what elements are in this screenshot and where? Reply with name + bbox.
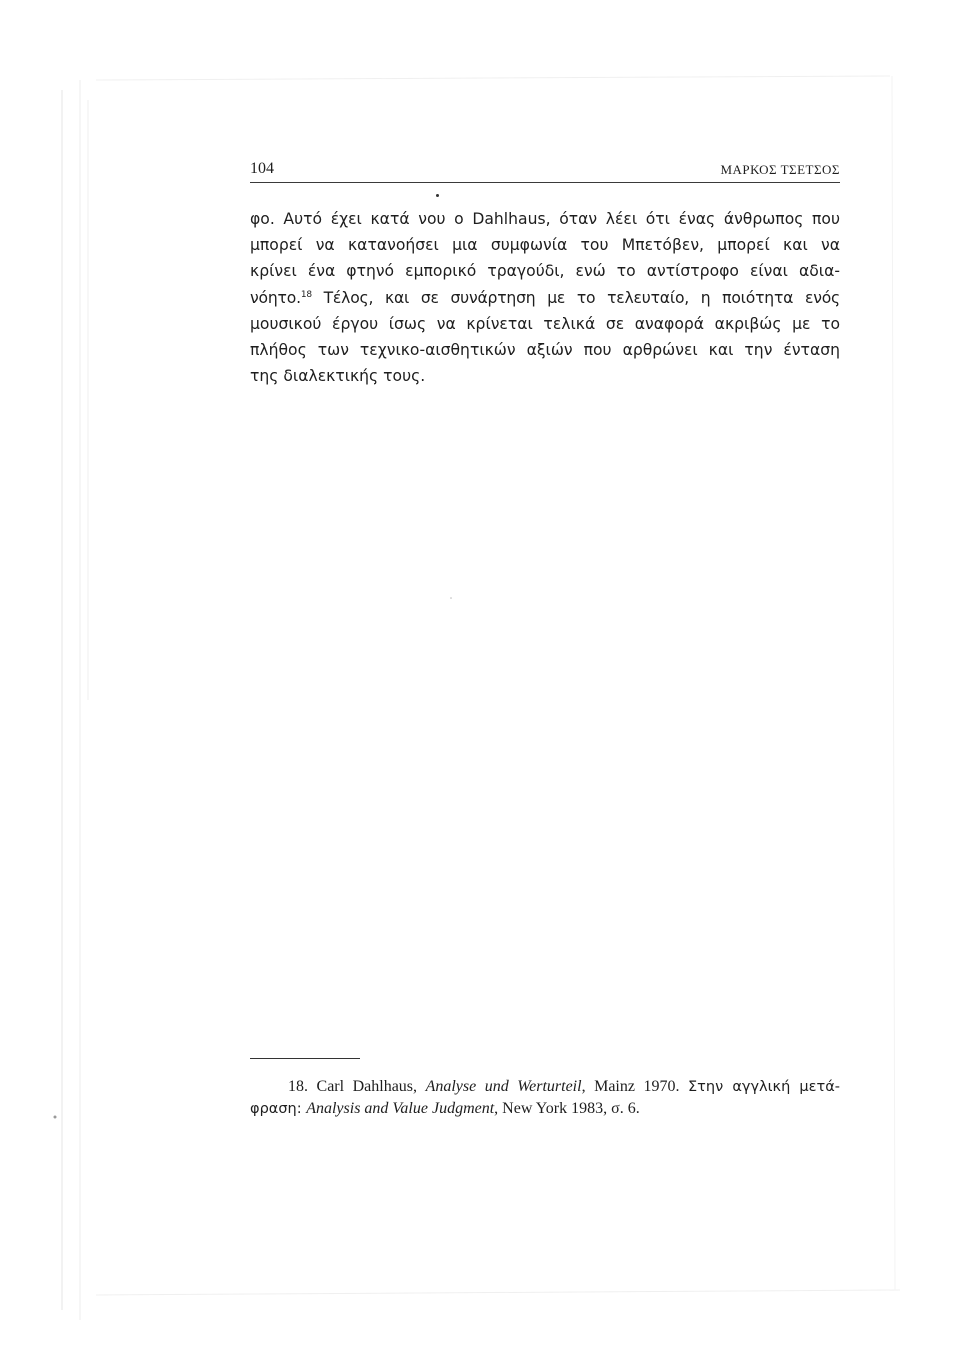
footnote-place-year: , Mainz 1970. (581, 1078, 689, 1095)
body-text-fragment: νόητο. (250, 288, 301, 307)
footnote-number: 18. (288, 1078, 308, 1095)
body-line: μουσικού έργου ίσως να κρίνεται τελικά σε αναφορά ακριβώς με το (250, 314, 840, 333)
footnote-title-english: Analysis and Value Judgment (306, 1100, 495, 1117)
body-line: της διαλεκτικής τους. (250, 367, 426, 386)
footnote-author: Carl Dahlhaus, (308, 1078, 426, 1095)
page-number: 104 (250, 160, 274, 177)
stray-mark (436, 194, 439, 197)
footnote-line (250, 1098, 840, 1120)
footnote (250, 1076, 840, 1120)
body-line: μπορεί να κατανοήσει μια συμφωνία του Μπετόβεν, μπορεί και να (250, 236, 840, 255)
body-line: πλήθος των τεχνικο-αισθητικών αξιών που αρθρώνει και την ένταση (250, 341, 840, 360)
footnote-reference: 18 (300, 289, 312, 300)
footnote-separator (250, 1058, 360, 1059)
footnote-title-original: Analyse und Werturteil (425, 1078, 582, 1095)
footnote-english-pub: , New York 1983, σ. 6. (494, 1100, 640, 1117)
body-text-fragment: Τέλος, και σε συνάρτηση με το τελευταίο, η ποιότητα ενός (311, 288, 840, 307)
body-line: κρίνει ένα φτηνό εμπορικό τραγούδι, ενώ το αντίστροφο είναι αδια- (250, 262, 840, 281)
footnote-line (250, 1076, 840, 1098)
body-paragraph (250, 206, 840, 389)
page-header (250, 160, 840, 183)
footnote-translation-note-cont: φραση: (250, 1101, 307, 1117)
body-line (250, 285, 840, 311)
body-line: φο. Αυτό έχει κατά νου ο Dahlhaus, όταν λέει ότι ένας άνθρωπος που (250, 210, 840, 228)
footnote-translation-note: Στην αγγλική μετά- (688, 1079, 840, 1095)
running-head: ΜΑΡΚΟΣ ΤΣΕΤΣΟΣ (720, 162, 840, 177)
